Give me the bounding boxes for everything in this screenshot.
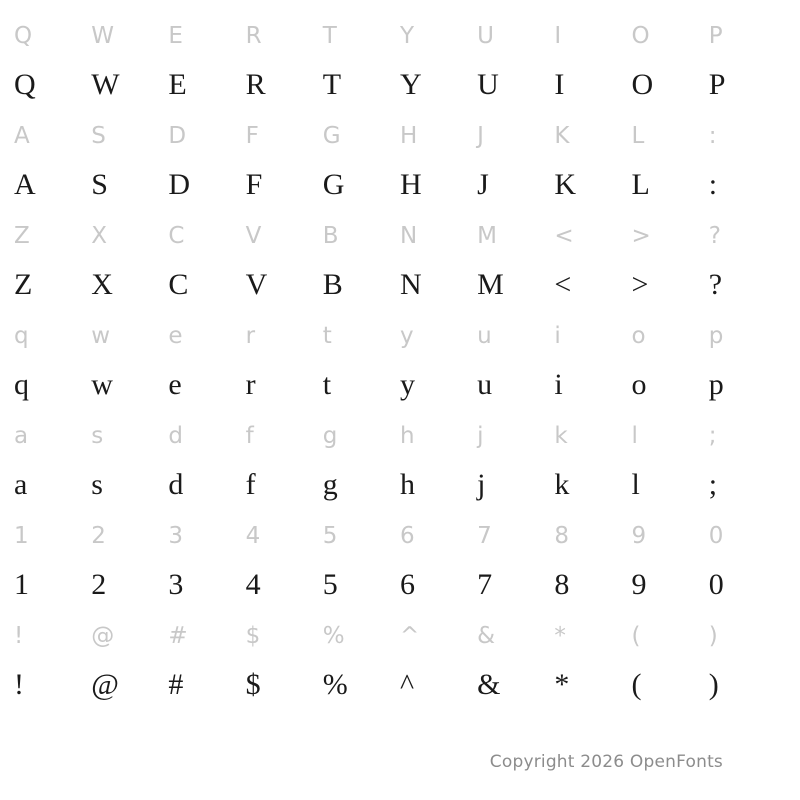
reference-character: s: [91, 423, 104, 449]
specimen-character: @: [91, 668, 119, 701]
specimen-character: R: [245, 68, 266, 101]
reference-character: g: [322, 423, 338, 449]
reference-character: u: [477, 323, 492, 349]
glyph-row: [0, 148, 800, 200]
reference-character: Y: [399, 23, 414, 49]
specimen-character: 7: [477, 568, 493, 601]
reference-character: a: [14, 423, 29, 449]
reference-character: 5: [322, 523, 338, 549]
specimen-character: G: [322, 168, 345, 201]
specimen-character: *: [554, 668, 570, 701]
specimen-character: #: [168, 668, 184, 701]
specimen-character: 3: [168, 568, 184, 601]
specimen-character: 8: [554, 568, 570, 601]
reference-character: p: [708, 323, 724, 349]
reference-character: 8: [554, 523, 569, 549]
reference-character: L: [631, 123, 645, 149]
reference-character: *: [554, 623, 566, 649]
reference-character: d: [168, 423, 183, 449]
reference-character: t: [322, 323, 332, 349]
reference-character: (: [631, 623, 641, 649]
reference-character: V: [245, 223, 262, 249]
specimen-character: &: [477, 668, 501, 701]
specimen-character: O: [631, 68, 654, 101]
reference-character: w: [91, 323, 110, 349]
specimen-character: r: [245, 368, 256, 401]
specimen-character: ;: [708, 468, 718, 501]
specimen-character: 2: [91, 568, 107, 601]
glyph-row: [0, 48, 800, 100]
specimen-character: <: [554, 268, 572, 301]
specimen-character: 1: [14, 568, 29, 601]
reference-character: U: [477, 23, 494, 49]
glyph-row: [0, 348, 800, 400]
specimen-character: A: [14, 168, 36, 201]
specimen-character: 6: [399, 568, 415, 601]
specimen-character: i: [554, 368, 563, 401]
reference-character: y: [399, 323, 414, 349]
specimen-character: %: [322, 668, 348, 701]
reference-character: ?: [708, 223, 721, 249]
specimen-character: Y: [399, 68, 422, 101]
reference-character: ;: [708, 423, 717, 449]
reference-character: >: [631, 223, 651, 249]
reference-character: R: [245, 23, 262, 49]
reference-row: [0, 500, 800, 548]
specimen-character: S: [91, 168, 108, 201]
copyright-notice: Copyright 2026 OpenFonts: [489, 752, 723, 772]
specimen-character: Z: [14, 268, 33, 301]
specimen-character: 9: [631, 568, 647, 601]
specimen-character: g: [322, 468, 338, 501]
reference-character: E: [168, 23, 183, 49]
reference-character: %: [322, 623, 345, 649]
specimen-character: >: [631, 268, 649, 301]
specimen-character: y: [399, 368, 415, 401]
reference-character: #: [168, 623, 188, 649]
specimen-character: B: [322, 268, 343, 301]
specimen-character: f: [245, 468, 256, 501]
specimen-character: $: [245, 668, 261, 701]
specimen-character: t: [322, 368, 332, 401]
reference-character: q: [14, 323, 29, 349]
reference-row: [0, 100, 800, 148]
specimen-character: ?: [708, 268, 723, 301]
specimen-character: ^: [399, 668, 415, 701]
specimen-character: l: [631, 468, 640, 501]
reference-row: [0, 200, 800, 248]
specimen-character: p: [708, 368, 724, 401]
reference-character: 0: [708, 523, 724, 549]
reference-character: !: [14, 623, 24, 649]
specimen-character: P: [708, 68, 726, 101]
specimen-character: F: [245, 168, 263, 201]
reference-row: [0, 300, 800, 348]
reference-character: <: [554, 223, 574, 249]
specimen-character: U: [477, 68, 499, 101]
reference-character: r: [245, 323, 256, 349]
reference-character: k: [554, 423, 568, 449]
reference-character: 7: [477, 523, 492, 549]
specimen-character: K: [554, 168, 576, 201]
reference-character: J: [477, 123, 484, 149]
specimen-character: C: [168, 268, 189, 301]
reference-character: o: [631, 323, 646, 349]
specimen-character: q: [14, 368, 29, 401]
reference-character: P: [708, 23, 723, 49]
specimen-character: 0: [708, 568, 724, 601]
specimen-character: k: [554, 468, 570, 501]
reference-character: $: [245, 623, 261, 649]
reference-character: 2: [91, 523, 106, 549]
specimen-character: D: [168, 168, 191, 201]
glyph-row: [0, 648, 800, 700]
specimen-character: h: [399, 468, 415, 501]
reference-character: O: [631, 23, 650, 49]
reference-character: i: [554, 323, 561, 349]
specimen-character: s: [91, 468, 103, 501]
specimen-character: H: [399, 168, 422, 201]
reference-character: :: [708, 123, 717, 149]
reference-character: B: [322, 223, 339, 249]
specimen-character: w: [91, 368, 113, 401]
glyph-row: [0, 248, 800, 300]
reference-character: K: [554, 123, 570, 149]
reference-character: Z: [14, 223, 30, 249]
specimen-character: L: [631, 168, 650, 201]
reference-character: 3: [168, 523, 184, 549]
specimen-character: (: [631, 668, 642, 701]
specimen-character: a: [14, 468, 28, 501]
reference-character: N: [399, 223, 418, 249]
specimen-character: M: [477, 268, 504, 301]
specimen-character: !: [14, 668, 24, 701]
reference-character: I: [554, 23, 562, 49]
specimen-character: o: [631, 368, 647, 401]
specimen-character: E: [168, 68, 187, 101]
reference-character: f: [245, 423, 254, 449]
reference-character: A: [14, 123, 30, 149]
reference-character: C: [168, 223, 185, 249]
reference-character: F: [245, 123, 259, 149]
reference-row: [0, 600, 800, 648]
specimen-character: ): [708, 668, 719, 701]
reference-character: 4: [245, 523, 261, 549]
reference-character: 1: [14, 523, 29, 549]
specimen-character: 5: [322, 568, 338, 601]
glyph-row: [0, 448, 800, 500]
specimen-character: V: [245, 268, 268, 301]
reference-character: T: [322, 23, 337, 49]
specimen-character: X: [91, 268, 113, 301]
specimen-character: :: [708, 168, 718, 201]
reference-character: D: [168, 123, 187, 149]
specimen-character: 4: [245, 568, 261, 601]
reference-character: 9: [631, 523, 647, 549]
reference-character: G: [322, 123, 341, 149]
specimen-character: T: [322, 68, 342, 101]
reference-character: @: [91, 623, 115, 649]
specimen-character: N: [399, 268, 422, 301]
reference-character: ^: [399, 623, 420, 649]
reference-row: [0, 400, 800, 448]
reference-character: X: [91, 223, 107, 249]
reference-character: l: [631, 423, 638, 449]
specimen-character: I: [554, 68, 565, 101]
specimen-character: e: [168, 368, 182, 401]
specimen-character: j: [477, 468, 486, 501]
reference-character: Q: [14, 23, 33, 49]
reference-character: H: [399, 123, 418, 149]
reference-character: &: [477, 623, 496, 649]
reference-character: S: [91, 123, 106, 149]
reference-character: h: [399, 423, 415, 449]
reference-character: W: [91, 23, 114, 49]
reference-character: j: [477, 423, 484, 449]
specimen-character: u: [477, 368, 493, 401]
reference-character: e: [168, 323, 183, 349]
specimen-character: W: [91, 68, 120, 101]
specimen-character: d: [168, 468, 184, 501]
reference-character: ): [708, 623, 718, 649]
specimen-character: J: [477, 168, 489, 201]
reference-character: 6: [399, 523, 415, 549]
specimen-character: Q: [14, 68, 36, 101]
reference-character: M: [477, 223, 497, 249]
glyph-row: [0, 548, 800, 600]
reference-row: [0, 0, 800, 48]
